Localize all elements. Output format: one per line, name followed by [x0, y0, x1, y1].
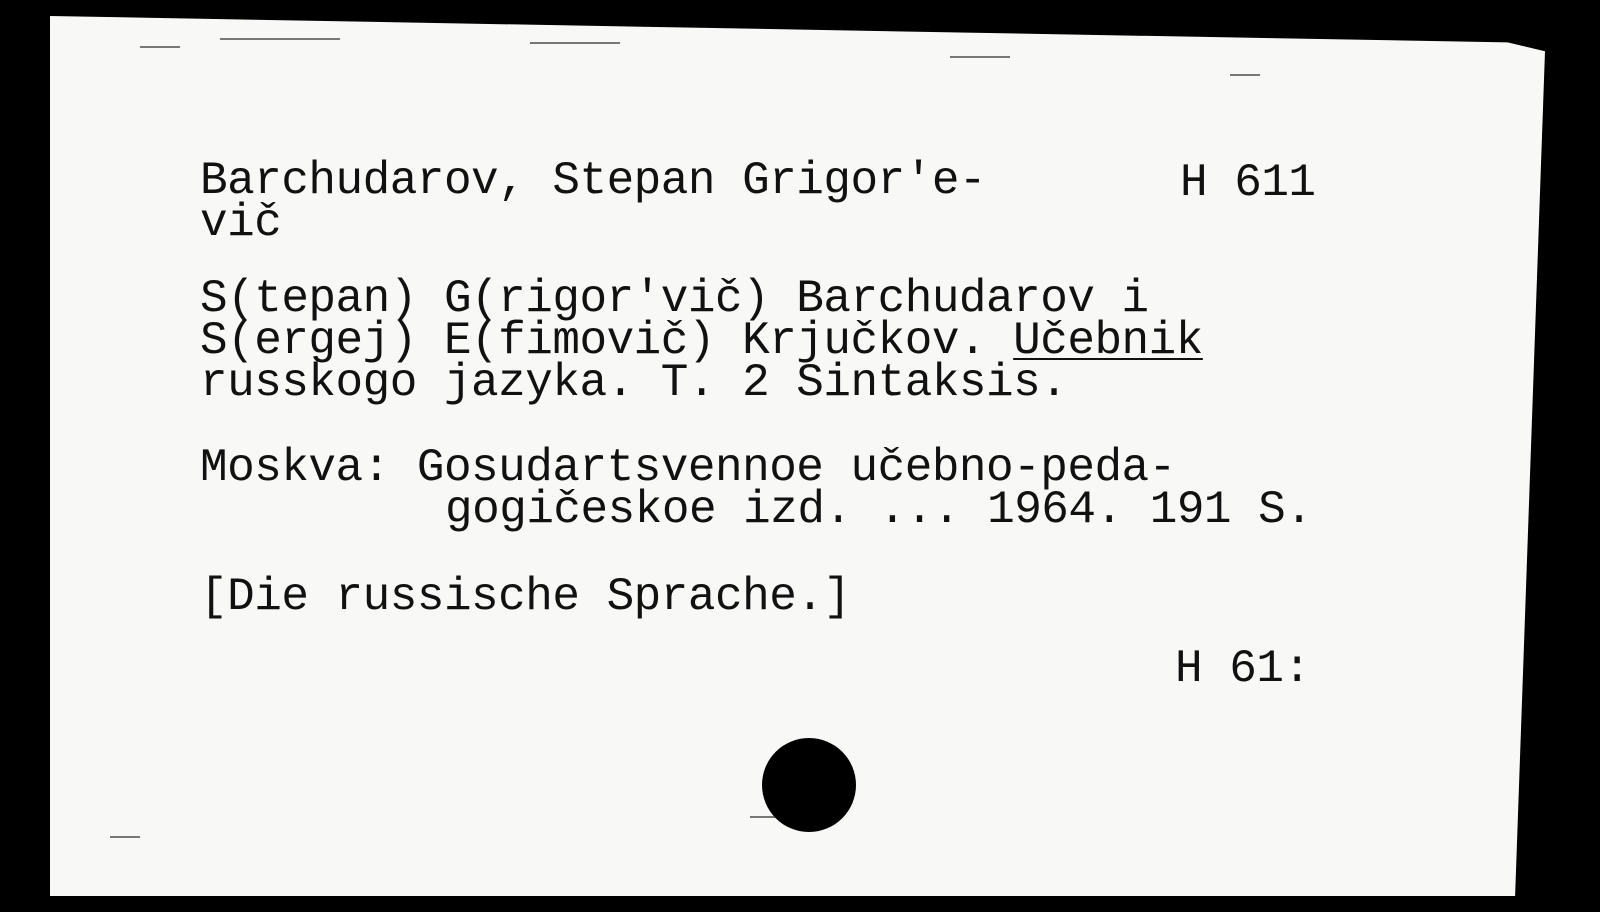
main-entry-heading	[200, 155, 987, 249]
punch-hole	[762, 738, 856, 832]
scan-speckle	[950, 56, 1010, 58]
title-underlined: Učebnik	[1013, 315, 1203, 367]
scan-speckle	[1230, 74, 1260, 76]
call-number: H 611	[1180, 157, 1316, 209]
heading-line-1: Barchudarov, Stepan Grigor'e-	[200, 155, 987, 207]
imprint-line-1: Moskva: Gosudartsvennoe učebno-peda-	[200, 442, 1176, 494]
translated-title-note: [Die russische Sprache.]	[200, 571, 851, 623]
description-line-3: russkogo jazyka. T. 2 Sintaksis.	[200, 357, 1068, 409]
call-number-bottom: H 61:	[1175, 643, 1311, 695]
description-line-1: S(tepan) G(rigor'vič) Barchudarov i	[200, 273, 1149, 325]
imprint-line-2: gogičeskoe izd. ... 1964. 191 S.	[445, 484, 1313, 536]
bibliographic-description	[200, 273, 1203, 409]
scan-speckle	[530, 42, 620, 44]
scan-speckle	[140, 46, 180, 48]
scan-speckle	[110, 836, 140, 838]
heading-line-2: vič	[200, 197, 282, 249]
scan-speckle	[220, 38, 340, 40]
imprint	[200, 442, 1313, 536]
description-line-2-prefix: S(ergej) E(fimovič) Krjučkov.	[200, 315, 1014, 367]
